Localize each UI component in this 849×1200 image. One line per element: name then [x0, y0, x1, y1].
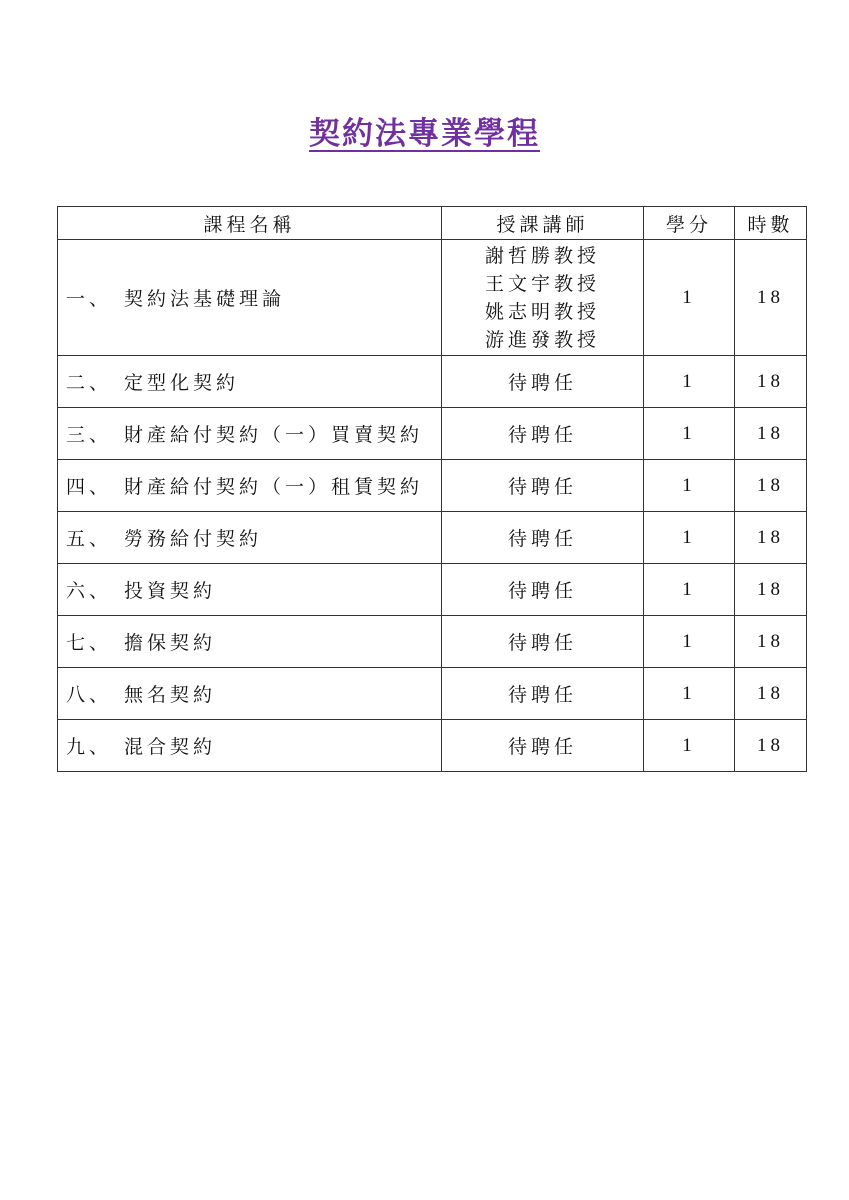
- course-name-cell: [58, 408, 442, 460]
- hours-cell: 18: [735, 356, 807, 408]
- instructor-name: 謝哲勝教授: [484, 244, 600, 267]
- course-number: 八、: [66, 684, 113, 706]
- course-name-cell: [58, 460, 442, 512]
- hours-cell: 18: [735, 720, 807, 772]
- course-name: 無名契約: [124, 684, 217, 706]
- instructor-name: 待聘任: [507, 528, 577, 550]
- instructor-cell: [442, 512, 644, 564]
- header-hours: 時數: [735, 207, 807, 240]
- course-name: 財產給付契約（一）租賃契約: [124, 476, 424, 498]
- page-title: [0, 108, 849, 153]
- course-name-cell: [58, 240, 442, 356]
- course-number: 一、: [66, 288, 113, 310]
- table-row: [58, 460, 807, 512]
- credits-cell: 1: [644, 356, 735, 408]
- instructor-name: 待聘任: [507, 684, 577, 706]
- course-name-cell: [58, 668, 442, 720]
- table-row: [58, 356, 807, 408]
- course-number: 三、: [66, 424, 113, 446]
- instructor-name: 待聘任: [507, 736, 577, 758]
- course-name: 擔保契約: [124, 632, 217, 654]
- course-name: 混合契約: [124, 736, 217, 758]
- instructor-cell: [442, 240, 644, 356]
- course-name: 財產給付契約（一）買賣契約: [124, 424, 424, 446]
- credits-cell: 1: [644, 564, 735, 616]
- course-name-cell: [58, 512, 442, 564]
- instructor-name: 待聘任: [507, 632, 577, 654]
- credits-cell: 1: [644, 512, 735, 564]
- instructor-cell: [442, 720, 644, 772]
- credits-cell: 1: [644, 408, 735, 460]
- course-name: 定型化契約: [124, 372, 240, 394]
- hours-cell: 18: [735, 460, 807, 512]
- course-table: [57, 206, 807, 772]
- credits-cell: 1: [644, 240, 735, 356]
- table-row: [58, 720, 807, 772]
- hours-cell: 18: [735, 408, 807, 460]
- table-header-row: [58, 207, 807, 240]
- credits-cell: 1: [644, 720, 735, 772]
- course-number: 九、: [66, 736, 113, 758]
- course-name-cell: [58, 616, 442, 668]
- instructor-cell: [442, 564, 644, 616]
- course-number: 五、: [66, 528, 113, 550]
- course-name-cell: [58, 720, 442, 772]
- hours-cell: 18: [735, 564, 807, 616]
- instructor-name: 游進發教授: [484, 328, 600, 351]
- instructor-name: 王文宇教授: [484, 272, 600, 295]
- course-number: 七、: [66, 632, 113, 654]
- instructor-cell: [442, 460, 644, 512]
- table-row: [58, 668, 807, 720]
- table-row: [58, 512, 807, 564]
- course-name-cell: [58, 356, 442, 408]
- instructor-cell: [442, 356, 644, 408]
- course-number: 四、: [66, 476, 113, 498]
- course-name: 勞務給付契約: [124, 528, 263, 550]
- course-number: 六、: [66, 580, 113, 602]
- page-title-text: 契約法專業學程: [309, 116, 540, 152]
- table-row: [58, 408, 807, 460]
- hours-cell: 18: [735, 240, 807, 356]
- instructor-cell: [442, 616, 644, 668]
- course-name: 契約法基礎理論: [124, 288, 286, 310]
- table-row: [58, 616, 807, 668]
- header-instructor: 授課講師: [442, 207, 644, 240]
- table-row: [58, 240, 807, 356]
- course-name: 投資契約: [124, 580, 217, 602]
- instructor-name: 待聘任: [507, 424, 577, 446]
- instructor-name: 待聘任: [507, 580, 577, 602]
- instructor-cell: [442, 408, 644, 460]
- hours-cell: 18: [735, 512, 807, 564]
- instructor-name: 待聘任: [507, 372, 577, 394]
- instructor-name: 待聘任: [507, 476, 577, 498]
- credits-cell: 1: [644, 668, 735, 720]
- instructor-name: 姚志明教授: [484, 300, 600, 323]
- header-course-name: 課程名稱: [58, 207, 442, 240]
- instructor-cell: [442, 668, 644, 720]
- course-number: 二、: [66, 372, 113, 394]
- table-row: [58, 564, 807, 616]
- course-name-cell: [58, 564, 442, 616]
- header-credits: 學分: [644, 207, 735, 240]
- credits-cell: 1: [644, 460, 735, 512]
- hours-cell: 18: [735, 668, 807, 720]
- credits-cell: 1: [644, 616, 735, 668]
- hours-cell: 18: [735, 616, 807, 668]
